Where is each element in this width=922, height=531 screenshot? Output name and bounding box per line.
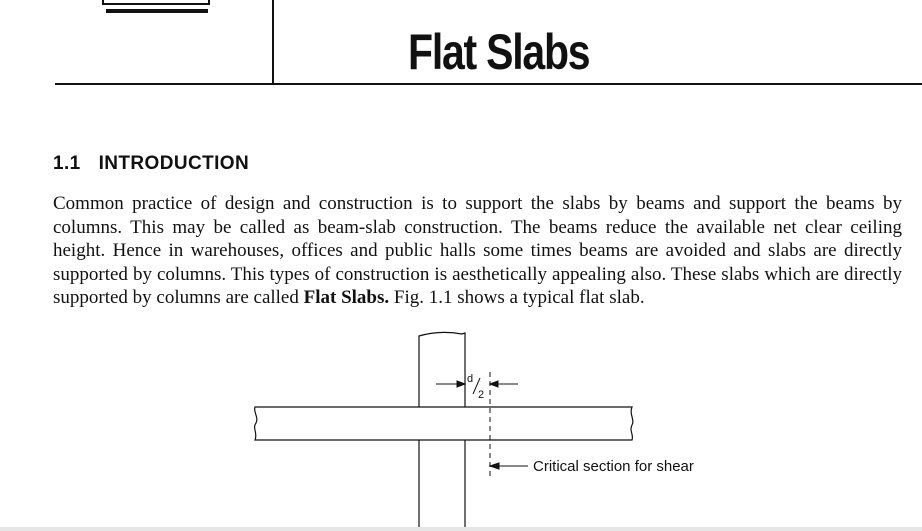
slab [255, 407, 633, 440]
body-text-main: Common practice of design and construction is to support the slabs by beams and support the beams by columns. This may be called as beam-slab construction. The beams reduce the available net clear ceiling height. Hence in warehouses, offices and public halls some times beams are avoided and slabs are directly supported by columns. This types of construction is aesthetically appealing also. These slabs which are directly supported by columns are called [53, 193, 902, 308]
callout-arrow-head [490, 463, 499, 469]
section-title: INTRODUCTION [98, 153, 250, 174]
page-bottom-strip [0, 527, 922, 531]
body-text-end: Fig. 1.1 shows a typical flat slab. [389, 287, 645, 308]
dim-arrow-right-head [490, 381, 498, 387]
column-upper [419, 332, 465, 407]
dim-numerator: d [467, 373, 474, 385]
column-lower [419, 440, 465, 527]
body-bold-term: Flat Slabs. [303, 287, 390, 308]
dim-arrow-left-head [457, 381, 465, 387]
dim-denominator: 2 [478, 389, 485, 401]
section-number: 1.1 [53, 153, 81, 174]
callout-label: Critical section for shear [533, 458, 694, 475]
chapter-title: Flat Slabs [408, 24, 590, 80]
